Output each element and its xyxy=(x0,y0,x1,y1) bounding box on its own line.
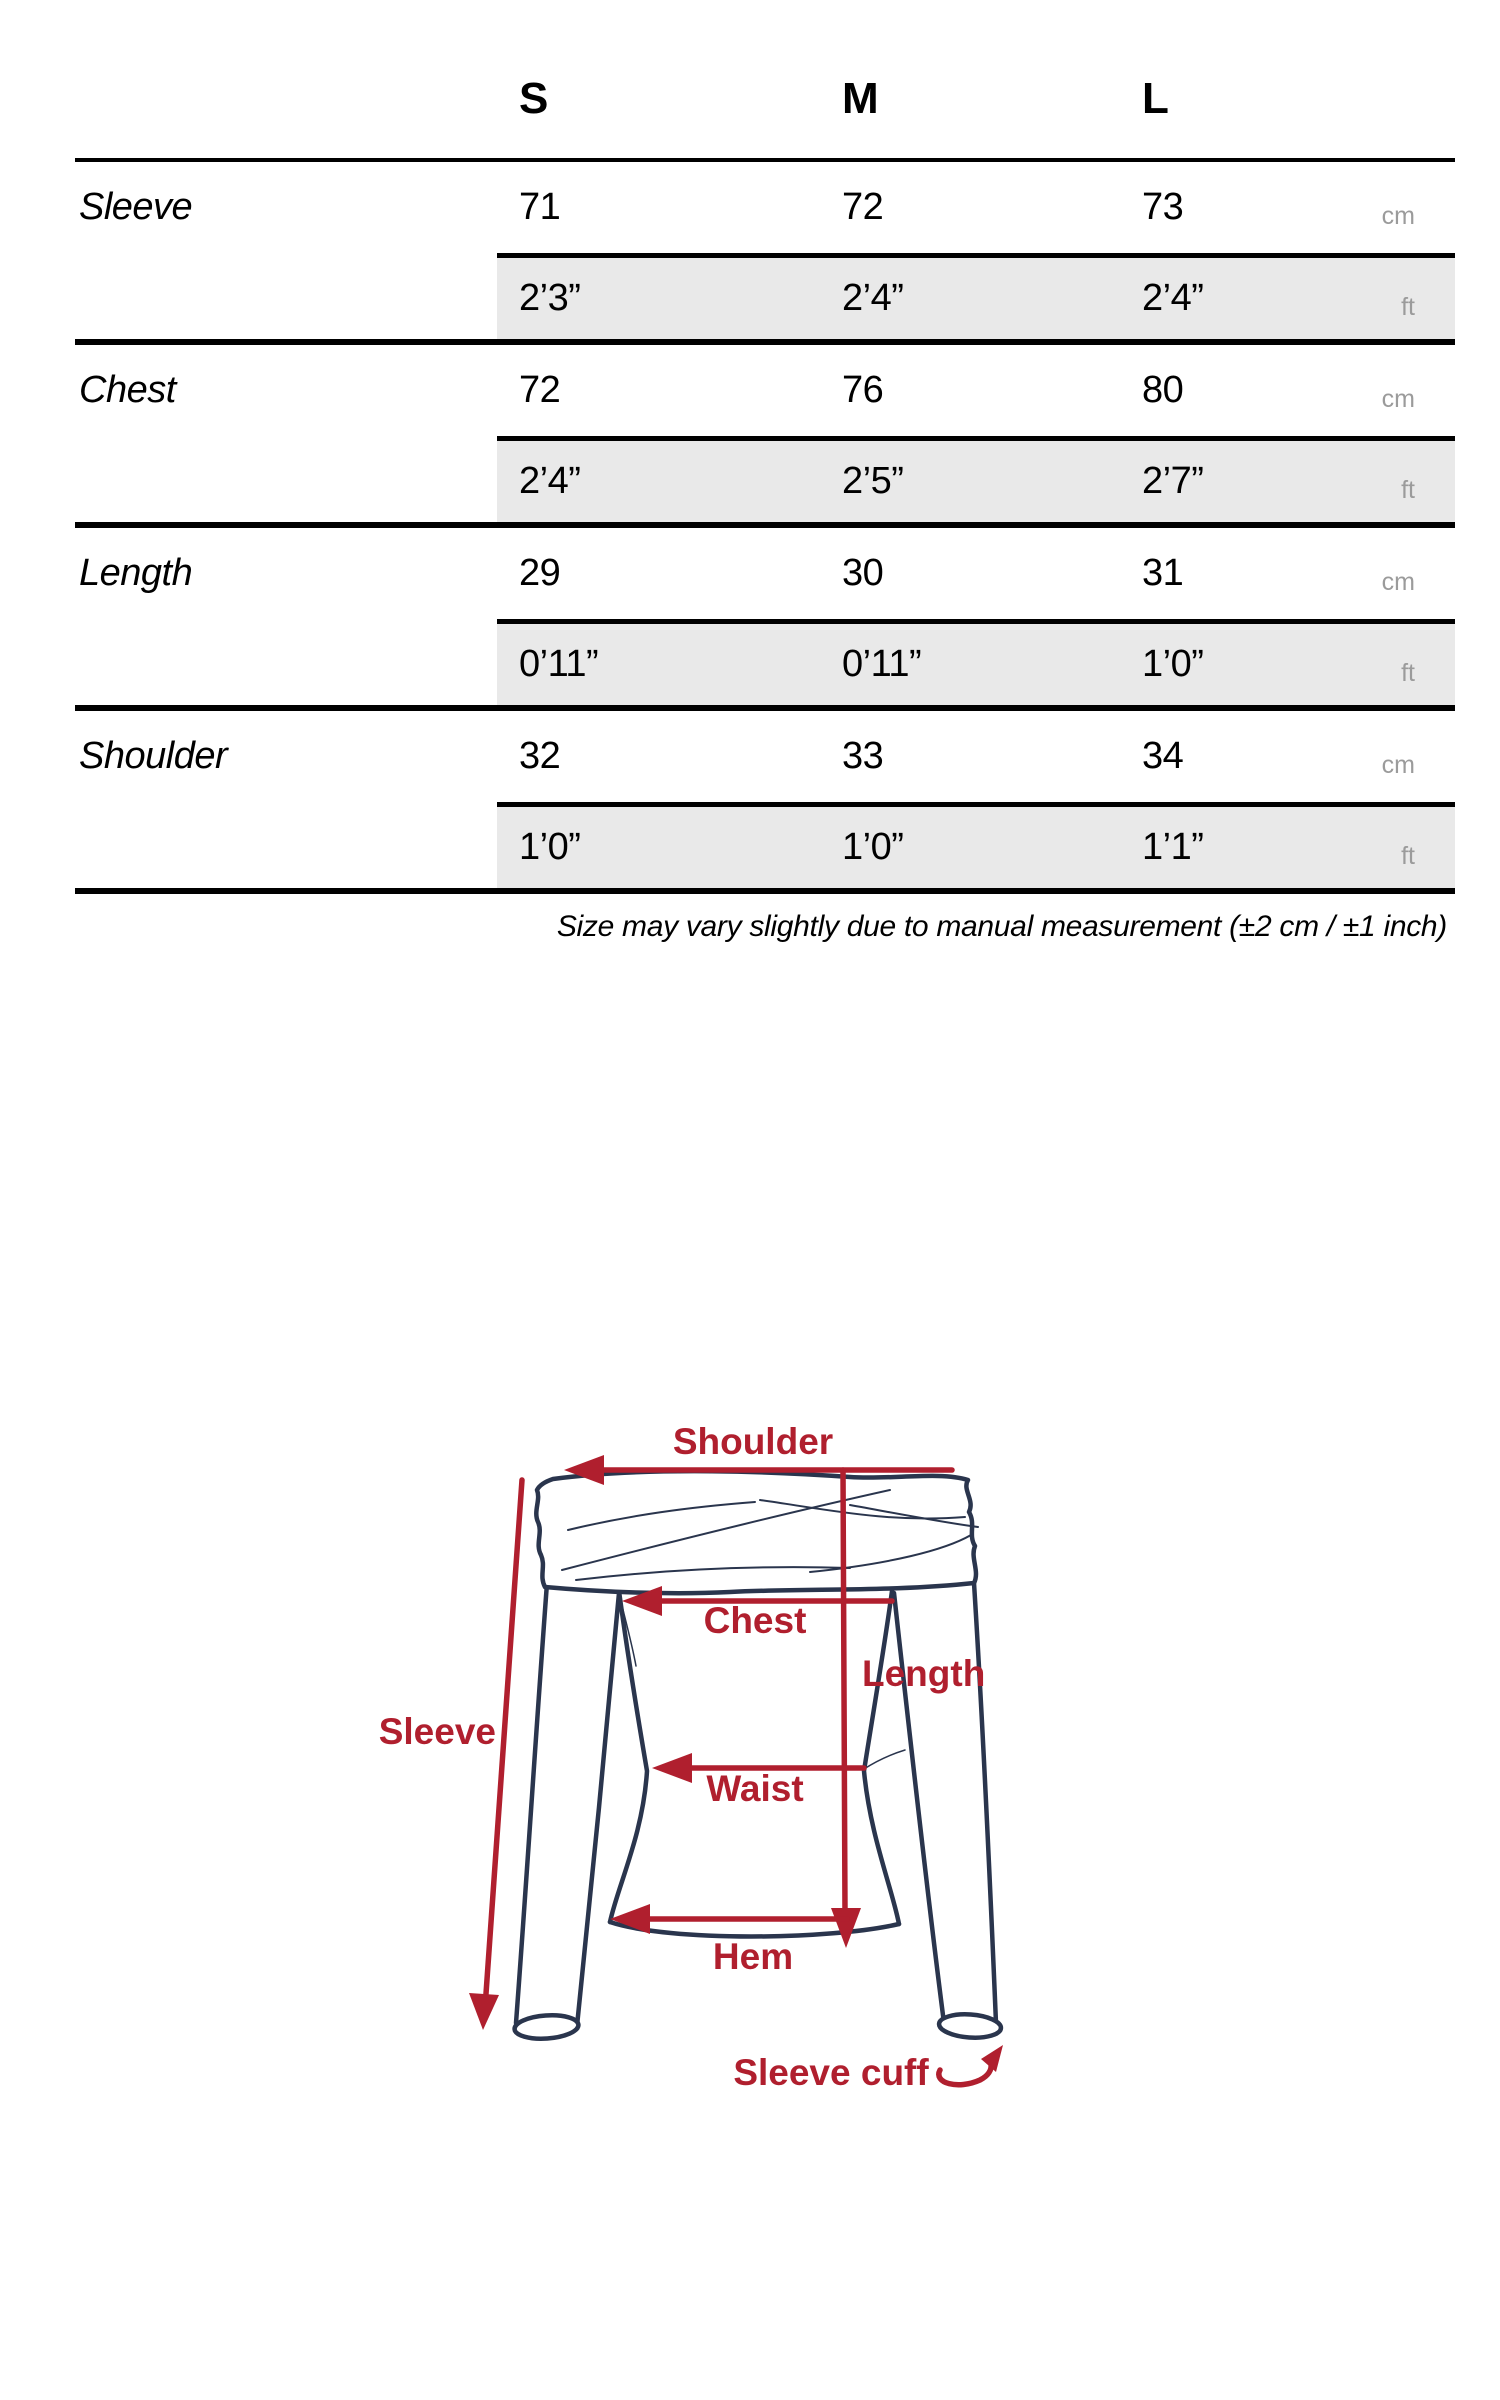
chest-ft-m: 2’5” xyxy=(820,436,1120,522)
shoulder-cm-m: 33 xyxy=(842,735,884,777)
measurement-note: Size may vary slightly due to manual measurement (±2 cm / ±1 inch) xyxy=(556,910,1447,943)
table-row-chest-cm xyxy=(75,345,1455,436)
size-header-row xyxy=(75,40,1455,158)
length-arrow-line xyxy=(843,1470,845,1912)
waist-arrowhead-icon xyxy=(652,1753,692,1783)
sleeve-ft-m: 2’4” xyxy=(820,253,1120,339)
table-row-chest-ft xyxy=(75,436,1455,522)
cuff-curl-arrow-line xyxy=(939,2064,991,2085)
left-sleeve-inner-line xyxy=(577,1593,619,2026)
sleeve-ft-s: 2’3” xyxy=(497,253,820,339)
unit-ft-label: ft xyxy=(1380,253,1455,339)
row-label-shoulder: Shoulder xyxy=(79,735,228,777)
chest-cm-m: 76 xyxy=(842,369,884,411)
unit-cm-label: cm xyxy=(1381,568,1415,596)
shoulder-ft-s: 1’0” xyxy=(497,802,820,888)
sleeve-ft-l: 2’4” xyxy=(1120,253,1380,339)
unit-ft-label: ft xyxy=(1380,619,1455,705)
length-measure-label: Length xyxy=(862,1653,986,1694)
row-label-sleeve: Sleeve xyxy=(79,186,193,228)
row-spacer xyxy=(75,802,497,888)
garment-measurement-diagram xyxy=(330,1380,1090,2100)
row-label-length: Length xyxy=(79,552,193,594)
length-cm-m: 30 xyxy=(842,552,884,594)
waist-measure-label: Waist xyxy=(706,1768,804,1809)
size-chart-table xyxy=(75,40,1455,944)
sleeve-arrowhead-icon xyxy=(469,1993,499,2030)
sleeve-cm-m: 72 xyxy=(842,186,884,228)
unit-cm-label: cm xyxy=(1381,751,1415,779)
row-spacer xyxy=(75,253,497,339)
waist-seam-line xyxy=(864,1750,905,1769)
row-spacer xyxy=(75,619,497,705)
unit-cm-label: cm xyxy=(1381,202,1415,230)
length-cm-s: 29 xyxy=(519,552,561,594)
hem-arrowhead-icon xyxy=(610,1904,650,1934)
garment-shoulder-band xyxy=(536,1471,978,1593)
shoulder-measure-label: Shoulder xyxy=(672,1421,834,1462)
chest-cm-s: 72 xyxy=(519,369,561,411)
band-outline xyxy=(536,1471,976,1593)
table-row-sleeve-ft xyxy=(75,253,1455,339)
hem-line xyxy=(610,1922,899,1937)
chest-ft-s: 2’4” xyxy=(497,436,820,522)
length-ft-m: 0’11” xyxy=(820,619,1120,705)
right-sleeve-outer-line xyxy=(974,1583,996,2023)
sleeve-cuff-measure-label: Sleeve cuff xyxy=(733,2052,929,2093)
group-rule xyxy=(75,888,1455,894)
table-row-length-cm xyxy=(75,528,1455,619)
unit-cm-label: cm xyxy=(1381,385,1415,413)
size-header-l: L xyxy=(1142,74,1169,123)
sleeve-measure-label: Sleeve xyxy=(378,1711,496,1752)
table-row-length-ft xyxy=(75,619,1455,705)
body-right-line xyxy=(864,1591,899,1924)
sleeve-cm-s: 71 xyxy=(519,186,561,228)
unit-ft-label: ft xyxy=(1380,436,1455,522)
chest-cm-l: 80 xyxy=(1142,369,1184,411)
length-cm-l: 31 xyxy=(1142,552,1184,594)
length-ft-s: 0’11” xyxy=(497,619,820,705)
table-row-sleeve-cm xyxy=(75,162,1455,253)
header-spacer xyxy=(75,40,497,158)
garment-body xyxy=(610,1591,905,1937)
chest-ft-l: 2’7” xyxy=(1120,436,1380,522)
shoulder-ft-m: 1’0” xyxy=(820,802,1120,888)
length-ft-l: 1’0” xyxy=(1120,619,1380,705)
header-unit-spacer xyxy=(1380,40,1455,158)
cuff-curl-arrowhead-icon xyxy=(981,2045,1003,2072)
right-sleeve-cuff xyxy=(938,2012,1001,2039)
shoulder-cm-s: 32 xyxy=(519,735,561,777)
unit-ft-label: ft xyxy=(1380,802,1455,888)
table-row-shoulder-ft xyxy=(75,802,1455,888)
size-header-s: S xyxy=(519,74,549,123)
chest-measure-label: Chest xyxy=(703,1600,807,1641)
size-header-m: M xyxy=(842,74,879,123)
left-sleeve-cuff xyxy=(514,2013,579,2040)
row-label-chest: Chest xyxy=(79,369,176,411)
sleeve-cm-l: 73 xyxy=(1142,186,1184,228)
row-spacer xyxy=(75,436,497,522)
shoulder-cm-l: 34 xyxy=(1142,735,1184,777)
hem-measure-label: Hem xyxy=(712,1936,794,1977)
length-arrowhead-icon xyxy=(831,1908,861,1948)
table-row-shoulder-cm xyxy=(75,711,1455,802)
shoulder-ft-l: 1’1” xyxy=(1120,802,1380,888)
